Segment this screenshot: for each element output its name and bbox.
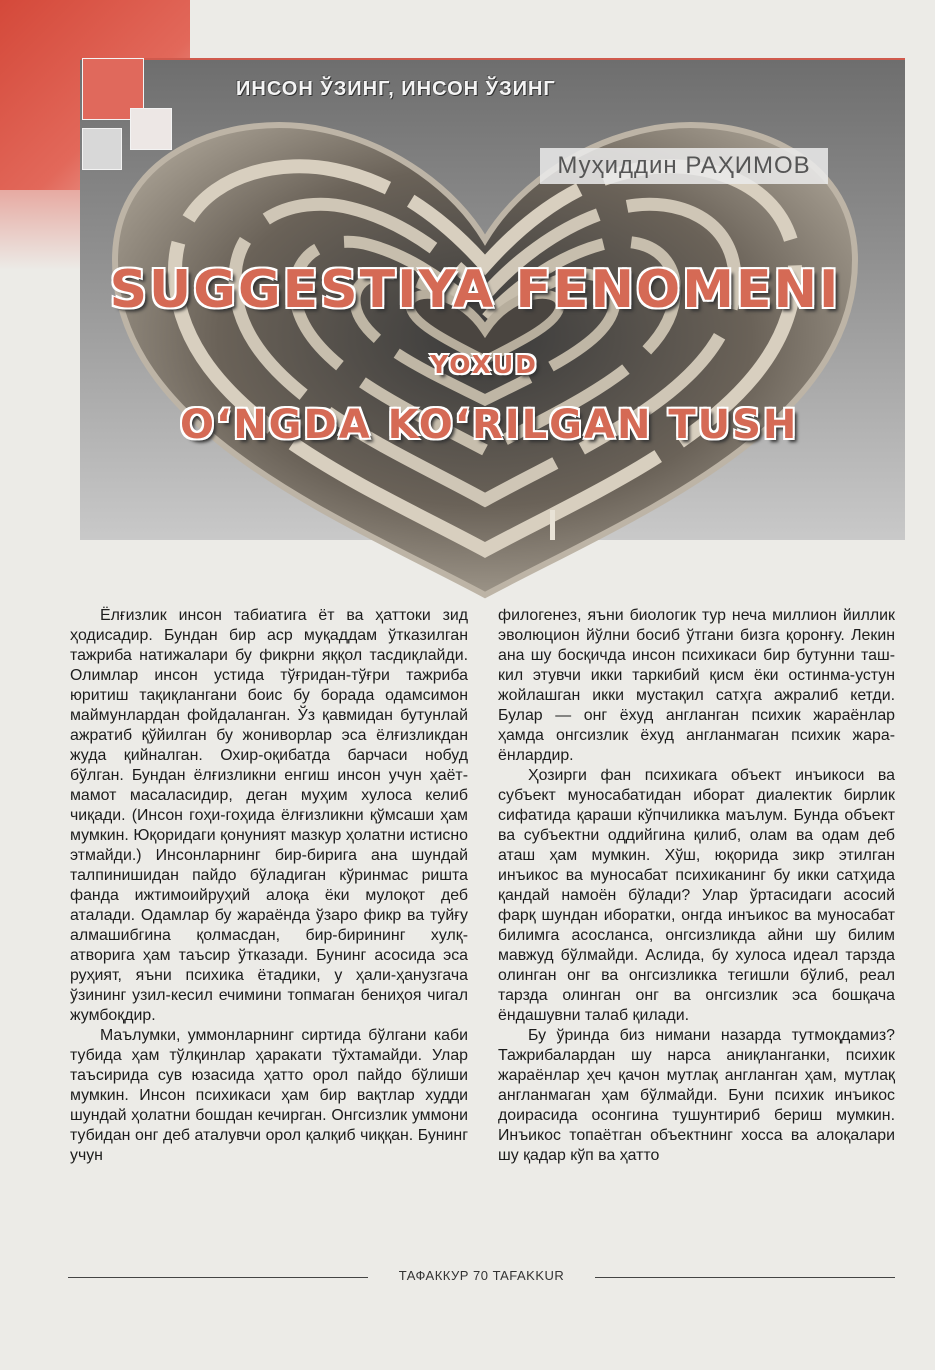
body-column-left [70, 606, 468, 1166]
body-column-right [498, 606, 895, 1166]
header-top-rule [80, 58, 905, 60]
paragraph: Бу ўринда биз нимани назарда тутмоқдамиз? Тажрибалардан шу нарса аниқланганки, психик жараёнлар ҳеч қачон мутлақ англанган ҳам, мутлақ англанмаган ҳам бўлмайди. Буни психик инъикос доирасида осонгина тушунтириб бериш мумкин. Инъикос топаётган объектнинг хосса ва алоқалари шу қадар кўп ва ҳатто [498, 1027, 895, 1164]
footer-rule-right [595, 1277, 895, 1278]
page-footer: ТАФАККУР 70 TAFAKKUR [398, 1268, 565, 1283]
paragraph: Ёлғизлик инсон табиатига ёт ва ҳаттоки зид ҳодисадир. Бундан бир аср муқаддам ўтказилган тажриба натижалари бу фикрни яққол тасдиқлайди. Олимлар инсон устида тўғридан-тўғри тажриба юритиш тақиқлангани боис бу борада одамсимон маймунлардан фойдаланган. Ўз қавмидан бутунлай ажратиб қўйилган бу жониворлар эса ёлғизликдан жуда қийналган. Охир-оқибатда барчаси нобуд бўлган. Бундан ёлғизликни енгиш инсон учун ҳаёт-мамот масаласидир, деган муҳим хулоса келиб чиқади. (Инсон гоҳи-гоҳида ёлғизликни қўмсаши ҳам мумкин. Юқоридаги қонуният мазкур ҳолатни истисно этмайди.) Инсонларнинг бир-бирига ана шундай талпинишидан пайдо бўладиган кўринмас ришта фанда ижтимоийруҳий алоқа ёки мулоқот деб аталади. Одамлар бу жараёнда ўзаро фикр ва туйғу алмашибгина қолмасдан, бир-бирининг хулқ-атворига ҳам таъсир ўтказади. Бунинг асосида эса руҳият, яъни психика ётадики, у ҳали-ҳанузгача ўзининг узил-кесил ечимини топмаган бениҳоя чигал жумбоқдир. [70, 607, 468, 1024]
footer-rule-left [68, 1277, 368, 1278]
article-title: SUGGESTIYA FENOMENI [109, 260, 841, 320]
section-rubric: ИНСОН ЎЗИНГ, ИНСОН ЎЗИНГ [236, 78, 556, 100]
author-name: Муҳиддин РАҲИМОВ [540, 148, 828, 184]
paragraph: Маълумки, уммонларнинг сиртида бўлгани каби тубида ҳам тўлқинлар ҳаракати тўхтамайди. Улар таъсирида сув юзасида ҳатто орол пайдо бўлиши мумкин. Инсон психикаси ҳам бир вақтлар худди шундай ҳолатни бошдан кечирган. Онгсизлик уммони тубидан онг деб аталувчи орол қалқиб чиққан. Бунинг учун [70, 1027, 468, 1164]
paragraph: Ҳозирги фан психикага объект инъикоси ва субъект муносабатидан иборат диалектик бирлик сифатида қараши кўпчиликка маълум. Бунда объект ва субъектни оддийгина қилиб, олам ва одам деб аташ ҳам мумкин. Хўш, юқорида зикр этилган инъикос ва муносабат психиканинг бу икки сатҳида қандай намоён бўлади? Улар ўртасидаги асосий фарқ шундан иборатки, онгда инъикос ва муносабат билимга асосланса, онгсизликда айни шу билим мавжуд бўлмайди. Аслида, бу хулоса идеал тарзда олинган онг ва онгсизликка тегишли бўлиб, реал тарзда олинган онг ва онгсизлик эса бошқача ёндашувни талаб қилади. [498, 767, 895, 1024]
title-connector: YOXUD [430, 350, 538, 379]
paragraph: филогенез, яъни биологик тур неча миллион йиллик эволюцион йўлни босиб ўтгани бизга қоронғу. Лекин ана шу босқичда инсон психикаси бир бутунни ташкил этувчи икки таркибий қисм ёки остинма-устун жойлашган икки мустақил сатҳга ажралиб кетди. Булар — онг ёхуд англанган психик жараёнлар ҳамда онгсизлик ёхуд англанмаган психик жараёнлардир. [498, 607, 895, 764]
article-subtitle: O‘NGDA KO‘RILGAN TUSH [180, 402, 799, 448]
